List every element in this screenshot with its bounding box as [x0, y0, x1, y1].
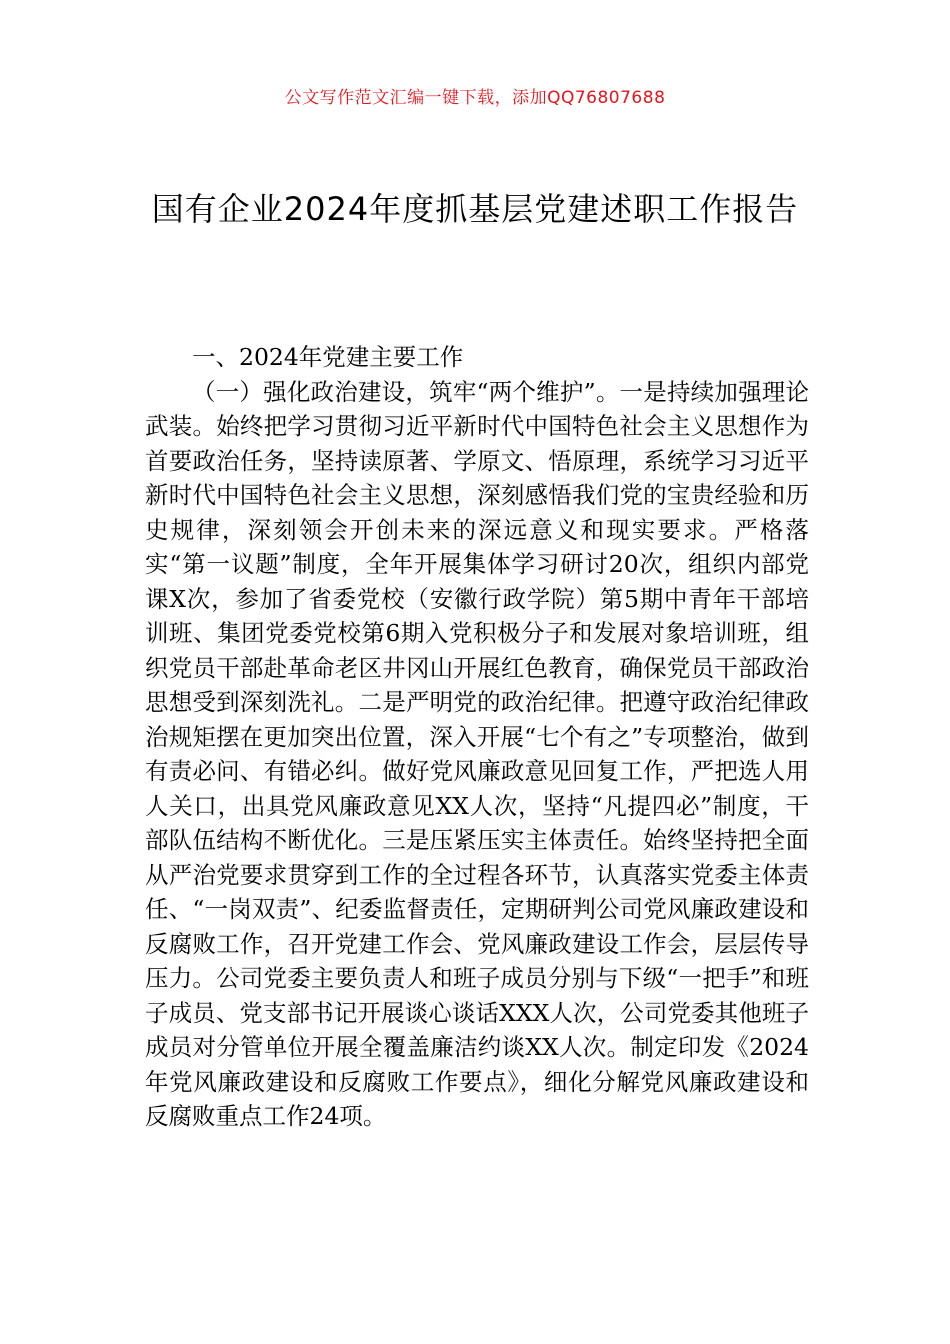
section-heading: 一、2024年党建主要工作 [192, 343, 464, 371]
document-body [145, 340, 809, 1134]
document-title: 国有企业2024年度抓基层党建述职工作报告 [151, 190, 799, 228]
body-paragraph: （一）强化政治建设，筑牢“两个维护”。一是持续加强理论武装。始终把学习贯彻习近平新时代中国特色社会主义思想作为首要政治任务，坚持读原著、学原文、悟原理，系统学习习近平新时代中国特色社会主义思想，深刻感悟我们党的宝贵经验和历史规律，深刻领会开创未来的深远意义和现实要求。严格落实“第一议题”制度，全年开展集体学习研讨20次，组织内部党课X次，参加了省委党校（安徽行政学院）第5期中青年干部培训班、集团党委党校第6期入党积极分子和发展对象培训班，组织党员干部赴革命老区井冈山开展红色教育，确保党员干部政治思想受到深刻洗礼。二是严明党的政治纪律。把遵守政治纪律政治规矩摆在更加突出位置，深入开展“七个有之”专项整治，做到有责必问、有错必纠。做好党风廉政意见回复工作，严把选人用人关口，出具党风廉政意见XX人次，坚持“凡提四必”制度，干部队伍结构不断优化。三是压紧压实主体责任。始终坚持把全面从严治党要求贯穿到工作的全过程各环节，认真落实党委主体责任、“一岗双责”、纪委监督责任，定期研判公司党风廉政建设和反腐败工作，召开党建工作会、党风廉政建设工作会，层层传导压力。公司党委主要负责人和班子成员分别与下级“一把手”和班子成员、党支部书记开展谈心谈话XXX人次，公司党委其他班子成员对分管单位开展全覆盖廉洁约谈XX人次。制定印发《2024年党风廉政建设和反腐败工作要点》，细化分解党风廉政建设和反腐败重点工作24项。 [145, 377, 809, 1130]
header-promo-note: 公文写作范文汇编一键下载，添加QQ76807688 [284, 88, 666, 108]
